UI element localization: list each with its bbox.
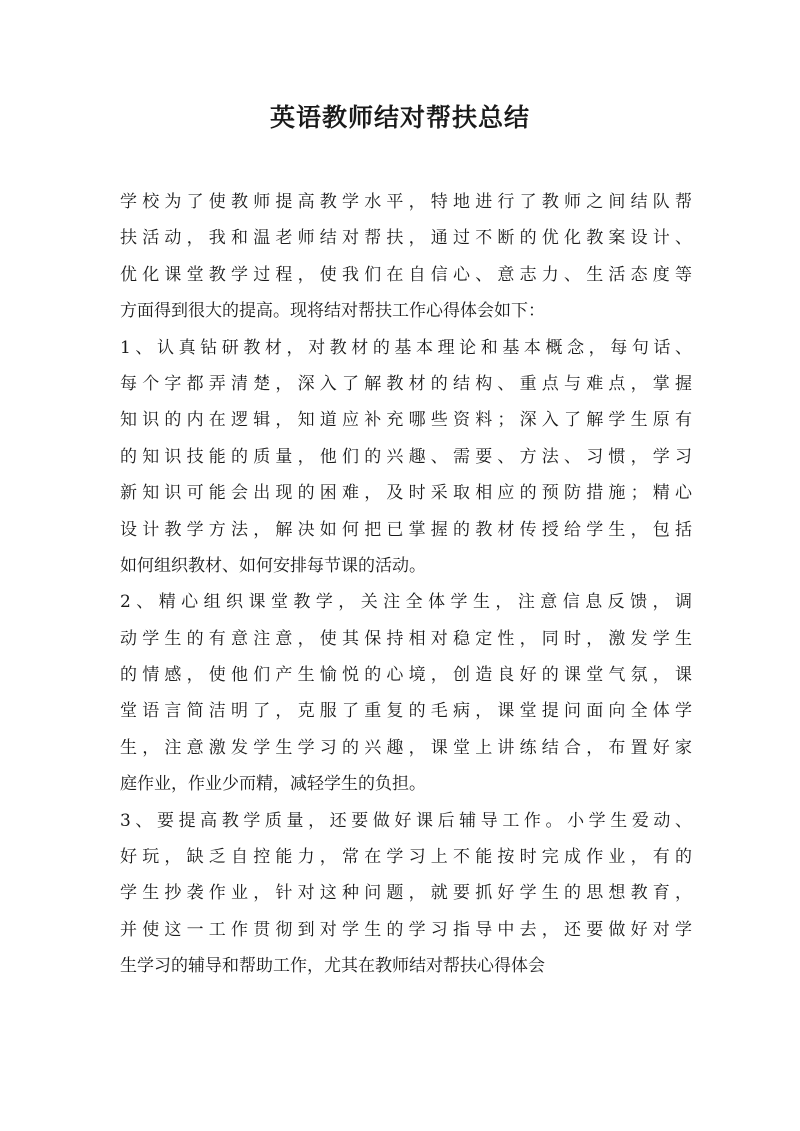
text-line: 生，注意激发学生学习的兴趣，课堂上讲练结合，布置好家 [120,737,692,758]
text-line: 的情感，使他们产生愉悦的心境，创造良好的课堂气氛，课 [120,665,692,686]
text-line: 3、要提高教学质量，还要做好课后辅导工作。小学生爱动、 [120,810,692,831]
text-line: 学生抄袭作业，针对这种问题，就要抓好学生的思想教育， [120,883,692,904]
text-line: 生学习的辅导和帮助工作，尤其在教师结对帮扶心得体会 [120,956,545,977]
text-line: 的知识技能的质量，他们的兴趣、需要、方法、习惯，学习 [120,446,692,467]
text-line: 扶活动，我和温老师结对帮扶，通过不断的优化教案设计、 [120,228,692,249]
text-line: 如何组织教材、如何安排每节课的活动。 [120,555,426,576]
text-line: 方面得到很大的提高。现将结对帮扶工作心得体会如下： [120,301,545,322]
text-line: 1、认真钻研教材，对教材的基本理论和基本概念，每句话、 [120,337,692,358]
text-line: 堂语言简洁明了，克服了重复的毛病，课堂提问面向全体学 [120,701,692,722]
text-line: 2、精心组织课堂教学，关注全体学生，注意信息反馈，调 [120,592,692,613]
text-line: 优化课堂教学过程，使我们在自信心、意志力、生活态度等 [120,264,692,285]
text-line: 动学生的有意注意，使其保持相对稳定性，同时，激发学生 [120,628,692,649]
document-body [120,184,692,985]
text-line: 学校为了使教师提高教学水平，特地进行了教师之间结队帮 [120,192,692,212]
text-line: 设计教学方法，解决如何把已掌握的教材传授给学生，包括 [120,519,692,540]
text-line: 并使这一工作贯彻到对学生的学习指导中去，还要做好对学 [120,919,692,940]
text-line: 好玩，缺乏自控能力，常在学习上不能按时完成作业，有的 [120,847,692,868]
text-line: 知识的内在逻辑，知道应补充哪些资料；深入了解学生原有 [120,410,692,431]
document-title: 英语教师结对帮扶总结 [269,103,530,132]
text-line: 每个字都弄清楚，深入了解教材的结构、重点与难点，掌握 [120,373,692,394]
text-line: 庭作业，作业少而精，减轻学生的负担。 [120,774,426,795]
text-line: 新知识可能会出现的困难，及时采取相应的预防措施；精心 [120,483,692,504]
